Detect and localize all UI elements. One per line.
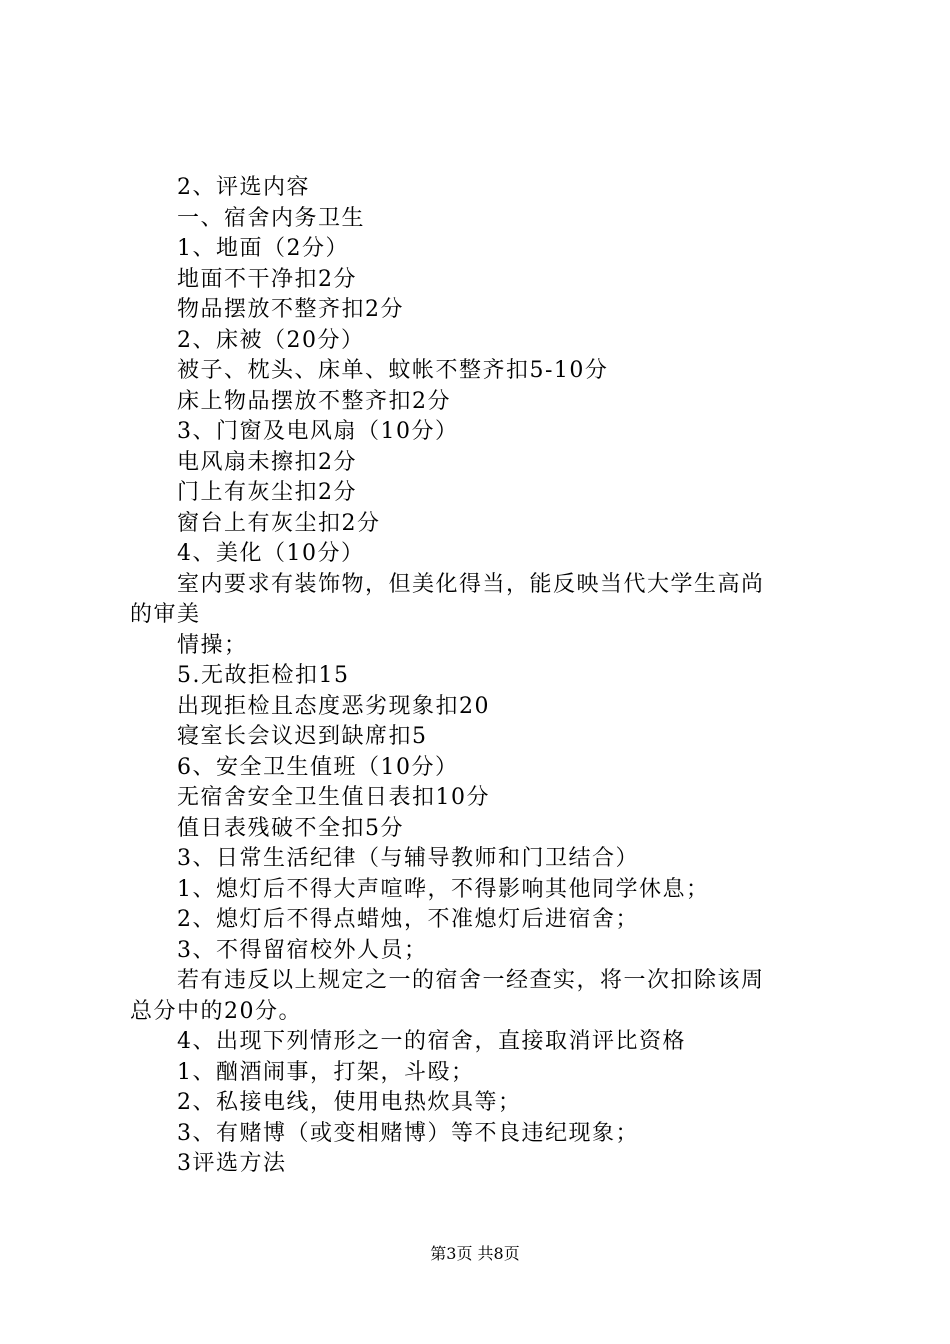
text-line: 寝室长会议迟到缺席扣5 (177, 724, 428, 749)
text-line: 床上物品摆放不整齐扣2分 (177, 388, 451, 414)
text-line: 的审美 (130, 602, 201, 627)
text-line: 4、美化（10分） (177, 541, 365, 566)
text-line: 2、评选内容 (177, 175, 310, 200)
text-line: 3、日常生活纪律（与辅导教师和门卫结合） (177, 846, 639, 871)
page-footer: 第3页 共8页 (430, 1244, 520, 1263)
text-line: 1、酗酒闹事，打架，斗殴； (177, 1059, 475, 1085)
text-line: 3评选方法 (177, 1151, 287, 1176)
text-line: 一、宿舍内务卫生 (177, 205, 366, 231)
text-line: 出现拒检且态度恶劣现象扣20 (177, 693, 490, 719)
text-line: 1、地面（2分） (177, 236, 349, 261)
text-line: 室内要求有装饰物，但美化得当，能反映当代大学生高尚 (177, 571, 765, 597)
text-line: 值日表残破不全扣5分 (177, 815, 404, 841)
text-line: 6、安全卫生值班（10分） (177, 754, 459, 780)
text-line: 2、床被（20分） (177, 327, 365, 353)
text-line: 若有违反以上规定之一的宿舍一经查实，将一次扣除该周 (177, 968, 765, 993)
text-line: 3、门窗及电风扇（10分） (177, 419, 459, 444)
text-line: 5.无故拒检扣15 (177, 663, 350, 688)
text-line: 地面不干净扣2分 (177, 266, 357, 292)
text-line: 电风扇未擦扣2分 (177, 449, 357, 475)
document-body (130, 173, 840, 1180)
text-line: 4、出现下列情形之一的宿舍，直接取消评比资格 (177, 1029, 686, 1054)
text-line: 2、私接电线，使用电热炊具等； (177, 1090, 522, 1115)
text-line: 物品摆放不整齐扣2分 (177, 297, 404, 322)
text-line: 无宿舍安全卫生值日表扣10分 (177, 785, 490, 810)
text-line: 3、不得留宿校外人员； (177, 937, 428, 963)
text-line: 被子、枕头、床单、蚊帐不整齐扣5-10分 (177, 358, 609, 383)
text-line: 门上有灰尘扣2分 (177, 480, 357, 505)
text-line: 1、熄灯后不得大声喧哗，不得影响其他同学休息； (177, 876, 710, 902)
text-line: 窗台上有灰尘扣2分 (177, 510, 381, 536)
text-line: 3、有赌博（或变相赌博）等不良违纪现象； (177, 1120, 639, 1146)
text-line: 总分中的20分。 (130, 998, 302, 1024)
text-line: 2、熄灯后不得点蜡烛，不准熄灯后进宿舍； (177, 907, 639, 932)
text-line: 情操； (177, 632, 248, 658)
